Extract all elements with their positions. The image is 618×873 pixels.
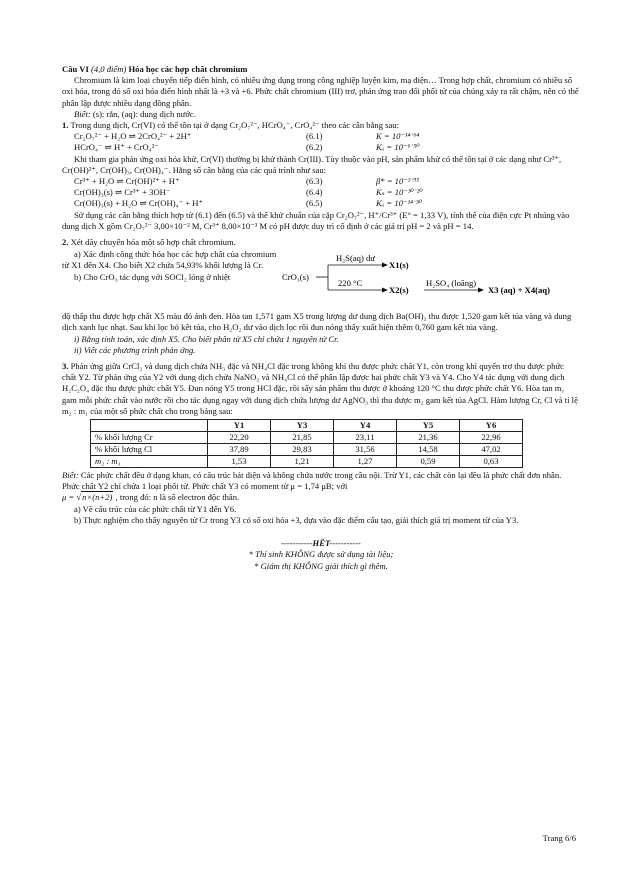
equilibrium-row [74, 142, 580, 153]
part2-b [62, 272, 280, 283]
table-cell: m₂ : m₁ [91, 456, 208, 468]
section-points: (4,0 điểm) [90, 64, 127, 74]
equilibrium-row [74, 176, 580, 187]
table-cell: 31,56 [334, 444, 397, 456]
equilibrium-equation: HCrO₄⁻ ⇌ H⁺ + CrO₄²⁻ [74, 142, 159, 153]
formula-radicand: n×(n+2) [82, 492, 113, 503]
table-cell: % khối lượng Cr [91, 432, 208, 444]
question-content [62, 64, 580, 572]
note-label: Biết: [62, 470, 79, 481]
formula-explanation: , trong đó: n là số electron độc thân. [115, 492, 240, 503]
part2-intro-text: Xét dãy chuyển hóa một số hợp chất chromium. [70, 237, 236, 248]
table-cell: 47,02 [460, 444, 523, 456]
legend [62, 109, 580, 120]
equilibrium-constant: β* = 10⁻³˙⁹⁵ [376, 176, 420, 187]
table-cell: 1,21 [271, 456, 334, 468]
part1-question: Sử dụng các cân bằng thích hợp từ (6.1) đến (6.5) và thế khử chuẩn của cặp Cr₂O₇²⁻, H⁺/Cr³⁺ (E° = 1,33 V), tính thế của điện cực Pt nhúng vào dung dịch X gồm Cr₂O₇²⁻ 3,00×10⁻² M, Cr³⁺ 8,00×10⁻³ M có pH được duy trì cố định ở các giá trị pH = 2 và pH = 14. [62, 209, 570, 231]
intro-paragraph: Chromium là kim loại chuyển tiếp điển hình, có nhiều ứng dụng trong công nghiệp luyện kim, mạ điện… Trong hợp chất, chromium có nhiều số oxi hóa, trong đó số oxi hóa điển hình nhất là +3 và +6. Phức chất chromium (III) trơ, phản ứng trao đổi phối tử của chúng xảy ra rất chậm, nên có thể phân lập được nhiều dạng đồng phân. [62, 75, 579, 108]
part2-number: 2. [62, 237, 69, 248]
part2-b-continuation: độ thấp thu được hợp chất X5 màu đỏ ánh đen. Hòa tan 1,571 gam X5 trong lượng dư dung dịch Ba(OH)₂ thu được 1,520 gam kết tủa vàng và dung dịch xanh lục nhạt. Sau khi lọc bỏ kết tủa, cho H₂O₂ dư vào dịch lọc rồi đun nóng thấy xuất hiện thêm 0,760 gam kết tủa vàng. [62, 311, 572, 333]
equilibrium-row [74, 131, 580, 142]
part2-left-text [62, 249, 280, 283]
end-note: * Thí sinh KHÔNG được sử dụng tài liệu; [248, 549, 394, 560]
part2-b-text-start: Cho CrO₃ tác dụng với SOCl₂ lỏng ở nhiệt [83, 271, 231, 282]
part1-intro [62, 120, 580, 131]
complex-data-table [90, 419, 523, 468]
table-cell: 1,27 [334, 456, 397, 468]
equilibrium-constant: K = 10⁻¹⁴˙⁶⁴ [376, 131, 420, 142]
end-note: * Giám thị KHÔNG giải thích gì thêm. [254, 560, 388, 571]
equilibrium-equation: Cr(OH)₃(s) + H₂O ⇌ Cr(OH)₄⁻ + H⁺ [74, 198, 203, 209]
table-cell: 0,59 [397, 456, 460, 468]
equilibrium-row [74, 187, 580, 198]
equilibria-group-a [74, 131, 580, 153]
table-cell: 22,96 [460, 432, 523, 444]
table-row [91, 444, 523, 456]
section-topic: Hóa học các hợp chất chromium [128, 64, 248, 74]
table-cell: 22,20 [208, 432, 271, 444]
equilibrium-number: (6.4) [306, 187, 323, 198]
conversion-scheme [280, 249, 580, 311]
part3-body: Phản ứng giữa CrCl₂ và dung dịch chứa NH₃ đặc và NH₄Cl đặc trong không khí thu được phức chất Y1, còn trong khí quyển trơ thu được phức chất Y2. Từ phản ứng của Y2 với dung dịch chứa NaNO₂ và NH₄Cl có thể phân lập được hai phức chất Y3 và Y4. Cho Y4 tác dụng với dung dịch H₂C₂O₄ đặc thu được phức chất Y5. Đun nóng Y5 trong HCl đặc, rồi sấy sản phẩm thu được ở khoảng 120 °C thu được phức chất Y6. Hòa tan m₁ gam mỗi phức chất vào nước rồi cho tác dụng ngay với dung dịch chứa lượng dư AgNO₃ thì thu được m₂ gam kết tủa AgCl. Hàm lượng Cr, Cl và tỉ lệ m₂ : m₁ của một số phức chất cho trong bảng sau: [62, 361, 578, 416]
part3-note [62, 470, 580, 492]
table-header-cell: Y6 [460, 420, 523, 432]
equilibrium-equation: Cr³⁺ + H₂O ⇌ Cr(OH)²⁺ + H⁺ [74, 176, 180, 187]
table-cell: 21,36 [397, 432, 460, 444]
table-header-cell: Y5 [397, 420, 460, 432]
arrowhead-icon [478, 288, 484, 293]
section-heading: Câu VI [62, 64, 89, 74]
table-cell: 23,11 [334, 432, 397, 444]
table-cell: 0,63 [460, 456, 523, 468]
equilibrium-constant: Kₐ = 10⁻⁶˙⁵⁰ [376, 142, 420, 153]
table-cell: 14,58 [397, 444, 460, 456]
table-cell: 1,53 [208, 456, 271, 468]
arrowhead-icon [382, 288, 388, 293]
part2-b-ii: ii) Viết các phương trình phản ứng. [74, 344, 196, 355]
table-cell: 29,83 [271, 444, 334, 456]
table-cell: 21,85 [271, 432, 334, 444]
part1-number: 1. [62, 120, 69, 131]
end-marker: -----------HẾT----------- [281, 538, 361, 549]
part1-middle: Khi tham gia phản ứng oxi hóa khử, Cr(VI) thường bị khử thành Cr(III). Tùy thuộc vào pH, sản phẩm khử có thể tồn tại ở các dạng như Cr³⁺, Cr(OH)²⁺, Cr(OH)₃, Cr(OH)₄⁻. Hằng số cân bằng của các quá trình như sau: [62, 153, 562, 175]
table-header-cell: Y4 [334, 420, 397, 432]
part2-a-text: Xác định công thức hóa học các hợp chất của chromium từ X1 đến X4. Cho biết X2 chứa 54,93% khối lượng là Cr. [62, 249, 277, 271]
equilibrium-equation: Cr(OH)₃(s) ⇌ Cr³⁺ + 3OH⁻ [74, 187, 171, 198]
equilibrium-number: (6.5) [306, 198, 323, 209]
part2-a [62, 249, 280, 271]
equilibria-group-b [74, 176, 580, 210]
part3-text [62, 361, 580, 417]
section-header [62, 64, 580, 75]
equilibrium-constant: Kₛ = 10⁻³⁰˙²⁰ [376, 187, 423, 198]
table-cell: 37,89 [208, 444, 271, 456]
table-header-cell [91, 420, 208, 432]
equilibrium-number: (6.2) [306, 142, 323, 153]
part2-b-label: b) [74, 271, 82, 282]
legend-label: Biết: [74, 108, 91, 119]
scheme-acid: H₂SO₄ (loãng) [426, 278, 477, 289]
scheme-x2: X2(s) [389, 285, 409, 296]
equilibrium-equation: Cr₂O₇²⁻ + H₂O ⇌ 2CrO₄²⁻ + 2H⁺ [74, 131, 192, 142]
part2-b-i: i) Bằng tính toán, xác định X5. Cho biết phân tử X5 chỉ chứa 1 nguyên tử Cr. [74, 333, 339, 344]
formula-lhs: μ = [62, 492, 75, 503]
part1-intro-text: Trong dung dịch, Cr(VI) có thể tồn tại ở dạng Cr₂O₇²⁻, HCrO₄⁻, CrO₄²⁻ theo các cân bằng sau: [70, 120, 399, 131]
equilibrium-number: (6.1) [306, 131, 323, 142]
scheme-products: X3 (aq) + X4(aq) [488, 285, 550, 296]
legend-text: (s): rắn, (aq): dung dịch nước. [92, 108, 196, 119]
equilibrium-row [74, 198, 580, 209]
part2-intro [62, 237, 580, 248]
equilibrium-number: (6.3) [306, 176, 323, 187]
table-row [91, 432, 523, 444]
scheme-top-reagent: H₂S(aq) dư [336, 253, 375, 264]
table-header-cell: Y3 [271, 420, 334, 432]
table-header-cell: Y1 [208, 420, 271, 432]
moment-formula [62, 492, 580, 503]
table-cell: % khối lượng Cl [91, 444, 208, 456]
table-header-row [91, 420, 523, 432]
scheme-x1: X1(s) [389, 260, 409, 271]
equilibrium-constant: Kₐ = 10⁻¹⁴˙³⁰ [376, 198, 422, 209]
scheme-start: CrO₃(s) [282, 272, 309, 283]
part3-number: 3. [62, 361, 69, 372]
part2-a-label: a) [74, 249, 81, 260]
scheme-temperature: 220 °C [338, 278, 363, 289]
sqrt-icon: √ [76, 492, 82, 503]
part3-b: b) Thực nghiệm cho thấy nguyên tử Cr trong Y3 có số oxi hóa +3, dựa vào đặc điểm cấu tạo, giải thích giá trị moment từ của Y3. [74, 514, 519, 525]
part3-a: a) Vẽ cấu trúc của các phức chất từ Y1 đến Y6. [74, 503, 237, 514]
page-number: Trang 6/6 [542, 833, 576, 843]
note-text: Các phức chất đều ở dạng khan, có cấu trúc bát diện và không chứa nước trong cầu nội. Trừ Y1, các chất còn lại đều là phức chất đơn nhân. Phức chất Y2 chỉ chứa 1 loại phối tử. Phức chất Y3 có moment từ μ = 1,74 μB; với [62, 470, 562, 492]
conversion-scheme-block [62, 249, 580, 311]
arrowhead-icon [382, 263, 388, 268]
table-row [91, 456, 523, 468]
